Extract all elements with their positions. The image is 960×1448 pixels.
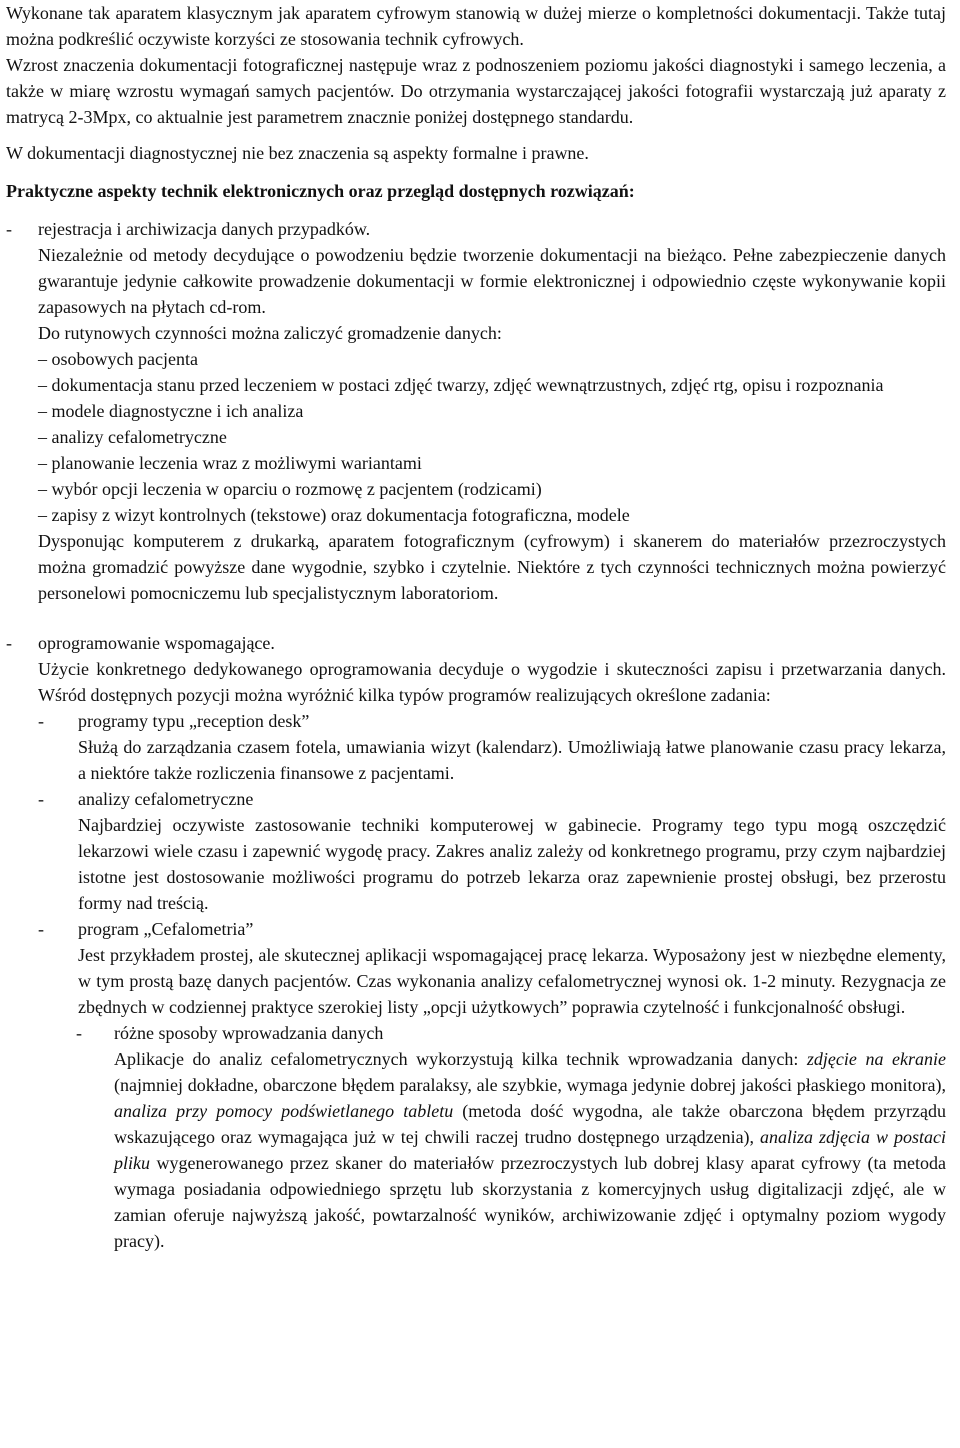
subsublist-item-input-methods xyxy=(6,1020,946,1254)
sublist-item-reception-desk xyxy=(6,708,946,786)
list-marker: - xyxy=(38,789,44,809)
intro-paragraph-1: Wykonane tak aparatem klasycznym jak aparatem cyfrowym stanowią w dużej mierze o kompletności dokumentacji. Także tutaj można podkreślić oczywiste korzyści ze stosowania technik cyfrowych. xyxy=(6,3,946,49)
item-paragraph: Dysponując komputerem z drukarką, aparatem fotograficznym (cyfrowym) i skanerem do materiałów przezroczystych można gromadzić powyższe dane wygodnie, szybko i czytelnie. Niektóre z tych czynności technicznych można powierzyć personelowi pomocniczemu lub specjalistycznym laboratoriom. xyxy=(38,531,946,603)
list-item: – modele diagnostyczne i ich analiza xyxy=(38,401,304,421)
dash-marker: – xyxy=(38,375,47,395)
dash-marker: – xyxy=(38,401,47,421)
sub-item-title: program „Cefalometria” xyxy=(78,919,254,939)
dash-marker: – xyxy=(38,505,47,525)
method-tablet: analiza przy pomocy podświetlanego tabletu xyxy=(114,1101,454,1121)
list-item: – zapisy z wizyt kontrolnych (tekstowe) oraz dokumentacja fotograficzna, modele xyxy=(38,505,630,525)
list-item-registration xyxy=(6,216,946,606)
item-paragraph: Do rutynowych czynności można zaliczyć gromadzenie danych: xyxy=(38,323,502,343)
list-marker: - xyxy=(38,919,44,939)
method-image-file: analiza zdjęcia w postaci pliku xyxy=(114,1127,946,1173)
data-collection-list xyxy=(38,346,946,528)
method-screen-photo: zdjęcie na ekranie xyxy=(806,1049,946,1069)
item-title: rejestracja i archiwizacja danych przypadków. xyxy=(38,219,371,239)
sub-item-text: Służą do zarządzania czasem fotela, umawiania wizyt (kalendarz). Umożliwiają łatwe planowanie czasu pracy lekarza, a niektóre także rozliczenia finansowe z pacjentami. xyxy=(78,737,946,783)
dash-marker: – xyxy=(38,453,47,473)
intro-paragraph-3: W dokumentacji diagnostycznej nie bez znaczenia są aspekty formalne i prawne. xyxy=(6,143,589,163)
item-paragraph: Niezależnie od metody decydujące o powodzeniu będzie tworzenie dokumentacji na bieżąco. Pełne zabezpieczenie danych gwarantuje jedynie całkowite prowadzenie dokumentacji w formie elektronicznej i odpowiednio częste wykonywanie kopii zapasowych na płytach cd-rom. xyxy=(38,245,946,317)
list-marker: - xyxy=(6,219,12,239)
section-heading: Praktyczne aspekty technik elektronicznych oraz przegląd dostępnych rozwiązań: xyxy=(6,181,635,201)
dash-marker: – xyxy=(38,479,47,499)
list-item: – planowanie leczenia wraz z możliwymi wariantami xyxy=(38,453,422,473)
list-item: – wybór opcji leczenia w oparciu o rozmowę z pacjentem (rodzicami) xyxy=(38,479,542,499)
list-marker: - xyxy=(38,711,44,731)
sub-item-title: programy typu „reception desk” xyxy=(78,711,310,731)
subsub-item-title: różne sposoby wprowadzania danych xyxy=(114,1023,384,1043)
dash-marker: – xyxy=(38,427,47,447)
sublist-item-cefalometria-program xyxy=(6,916,946,1020)
list-item: – analizy cefalometryczne xyxy=(38,427,227,447)
sub-item-title: analizy cefalometryczne xyxy=(78,789,254,809)
dash-marker: – xyxy=(38,349,47,369)
item-paragraph: Użycie konkretnego dedykowanego oprogramowania decyduje o wygodzie i skuteczności zapisu i przetwarzania danych. Wśród dostępnych pozycji można wyróżnić kilka typów programów realizujących określone zadania: xyxy=(38,659,946,705)
sublist-item-cephalometric-analysis xyxy=(6,786,946,916)
list-marker: - xyxy=(6,633,12,653)
list-item-software xyxy=(6,630,946,708)
list-marker: - xyxy=(76,1023,82,1043)
sub-item-text: Jest przykładem prostej, ale skutecznej aplikacji wspomagającej pracę lekarza. Wyposażony jest w niezbędne elementy, w tym prostą bazę danych pacjentów. Czas wykonania analizy cefalometrycznej wynosi ok. 1-2 minuty. Rezygnacja ze zbędnych w codziennej praktyce szerokiej listy „opcji użytkowych” poprawia czytelność i funkcjonalność obsługi. xyxy=(78,945,946,1017)
sub-item-text: Najbardziej oczywiste zastosowanie techniki komputerowej w gabinecie. Programy tego typu mogą oszczędzić lekarzowi wiele czasu i zapewnić wygodę pracy. Zakres analiz zależy od konkretnego programu, przy czym najbardziej istotne jest dostosowanie możliwości programu do potrzeb lekarza oraz zapewnienie prostej obsługi, bez przerostu formy nad treścią. xyxy=(78,815,946,913)
item-title: oprogramowanie wspomagające. xyxy=(38,633,275,653)
list-item: – osobowych pacjenta xyxy=(38,349,198,369)
subsub-item-text: Aplikacje do analiz cefalometrycznych wykorzystują kilka technik wprowadzania danych: zdjęcie na ekranie (najmniej dokładne, obarczone błędem paralaksy, ale szybkie, wymaga jedynie dobrej jakości płaskiego monitora), analiza przy pomocy podświetlanego tabletu (metoda dość wygodna, ale także obarczona błędem przyrządu wskazującego oraz wymagająca już w tej chwili raczej trudno dostępnego urządzenia), analiza zdjęcia w postaci pliku wygenerowanego przez skaner do materiałów przezroczystych lub dobrej klasy aparat cyfrowy (ta metoda wymaga posiadania odpowiedniego sprzętu lub skorzystania z komercyjnych usług digitalizacji zdjęć, ale w zamian oferuje najwyższą jakość, powtarzalność wyników, archiwizowanie zdjęć i optymalny poziom wygody pracy). xyxy=(114,1049,947,1251)
list-item: – dokumentacja stanu przed leczeniem w postaci zdjęć twarzy, zdjęć wewnątrzustnych, zdjęć rtg, opisu i rozpoznania xyxy=(38,375,884,395)
intro-paragraph-2: Wzrost znaczenia dokumentacji fotograficznej następuje wraz z podnoszeniem poziomu jakości diagnostyki i samego leczenia, a także w miarę wzrostu wymagań samych pacjentów. Do otrzymania wystarczającej jakości fotografii wystarczają już aparaty z matrycą 2-3Mpx, co aktualnie jest parametrem znacznie poniżej dostępnego standardu. xyxy=(6,55,946,127)
